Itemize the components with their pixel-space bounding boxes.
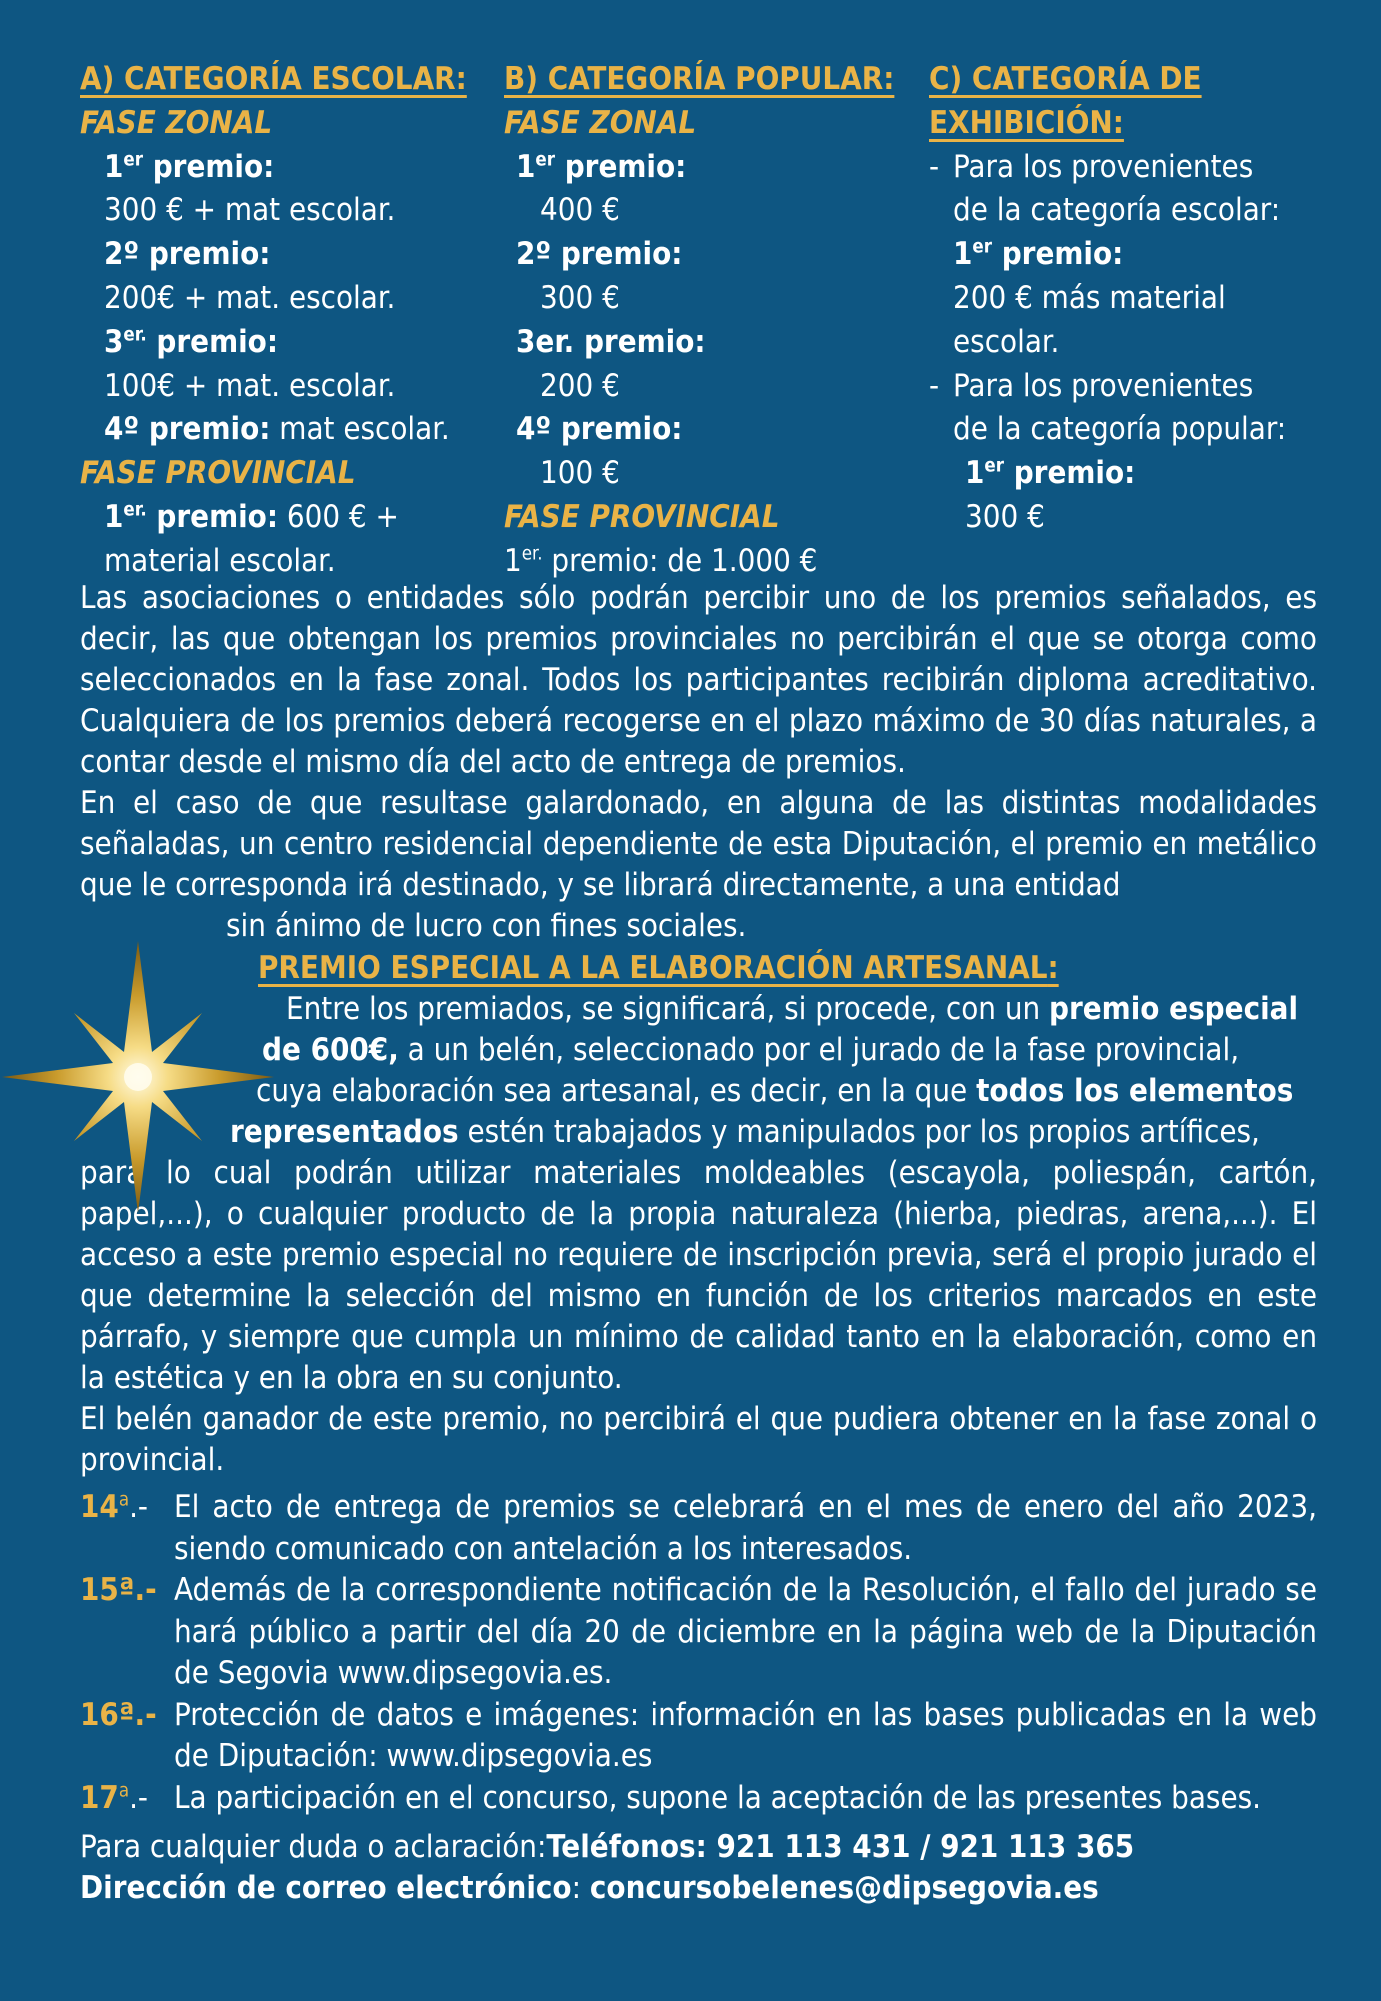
contact-email: Dirección de correo electrónico: concursobelenes@dipsegovia.es bbox=[80, 1870, 1099, 1906]
prize-4-label: 4º premio: bbox=[516, 411, 683, 448]
rule-16 bbox=[80, 1695, 1317, 1778]
rule-text: La participación en el concurso, supone la aceptación de las presentes bases. bbox=[174, 1779, 1261, 1816]
prize-value: escolar. bbox=[953, 323, 1060, 360]
special-prize-note: El belén ganador de este premio, no percibirá el que pudiera obtener en la fase zonal o provincial. bbox=[80, 1401, 1317, 1478]
prize-1-label: 1er premio: bbox=[516, 148, 687, 185]
prize-3-value: 100€ + mat. escolar. bbox=[104, 367, 396, 404]
special-line-1: Entre los premiados, se significará, si procede, con un premio especial bbox=[286, 991, 1299, 1027]
prize-4: 4º premio: mat escolar. bbox=[104, 411, 450, 448]
prize-3-value: 200 € bbox=[540, 367, 620, 404]
dash-bullet: - bbox=[929, 148, 940, 185]
item-text: de la categoría popular: bbox=[953, 411, 1287, 448]
rule-text: Protección de datos e imágenes: información en las bases publicadas en la web de Diputación: www.dipsegovia.es bbox=[174, 1696, 1317, 1774]
conditions-text bbox=[80, 578, 1317, 947]
prize-label: 1er premio: bbox=[953, 236, 1124, 273]
phase-zonal-a: FASE ZONAL bbox=[80, 104, 273, 141]
rule-15 bbox=[80, 1570, 1317, 1695]
special-prize-body: para lo cual podrán utilizar materiales moldeables (escayola, poliespán, cartón, papel,...), o cualquier producto de la propia naturaleza (hierba, piedras, arena,...). El acceso a este premio especial no requiere de inscripción previa, será el propio jurado el que determine la selección del mismo en función de los criterios marcados en este párrafo, y siempre que cumpla un mínimo de calidad tanto en la elaboración, como en la estética y en la obra en su conjunto. bbox=[80, 1155, 1317, 1396]
rule-17 bbox=[80, 1778, 1317, 1820]
prize-3-label: $3^{er.}$ premio: bbox=[104, 323, 278, 360]
prize-1-value: 300 € + mat escolar. bbox=[104, 192, 396, 229]
category-c-title-line2: EXHIBICIÓN: bbox=[929, 104, 1124, 141]
prize-value: 300 € bbox=[965, 498, 1045, 535]
phase-provincial-a: FASE PROVINCIAL bbox=[80, 455, 356, 492]
category-escolar bbox=[80, 58, 490, 584]
prize-2-value: 200€ + mat. escolar. bbox=[104, 279, 396, 316]
rule-number: 16ª.- bbox=[80, 1696, 157, 1733]
prize-columns bbox=[80, 58, 1317, 578]
prize-2-label: 2º premio: bbox=[104, 236, 271, 273]
prize-provincial: $1^{er.}$ premio: 600 € + bbox=[104, 498, 399, 535]
dash-bullet: - bbox=[929, 367, 940, 404]
exhibition-item-escolar bbox=[929, 146, 1319, 365]
rule-number: 14$^a$.- bbox=[80, 1489, 148, 1525]
prize-3-label: 3er. premio: bbox=[516, 323, 706, 360]
exhibition-item-popular bbox=[929, 365, 1319, 540]
prize-1-label: 1er premio: bbox=[104, 148, 275, 185]
paragraph-awards-rules: Las asociaciones o entidades sólo podrán percibir uno de los premios señalados, es decir, las que obtengan los premios provinciales no percibirán el que se otorga como seleccionados en la fase zonal. Todos los participantes recibirán diploma acreditativo. Cualquiera de los premios deberá recogerse en el plazo máximo de 30 días naturales, a contar desde el mismo día del acto de entrega de premios. bbox=[80, 580, 1317, 780]
rule-14 bbox=[80, 1487, 1317, 1570]
page bbox=[80, 58, 1317, 1909]
prize-label: 1er premio: bbox=[965, 455, 1136, 492]
paragraph-residential-center: En el caso de que resultase galardonado, en alguna de las distintas modalidades señaladas, un centro residencial dependiente de esta Diputación, el premio en metálico que le corresponda irá destinado, y se librará directamente, a una entidad bbox=[80, 785, 1317, 903]
paragraph-residential-center-end: sin ánimo de lucro con fines sociales. bbox=[226, 908, 747, 944]
category-a-title: A) CATEGORÍA ESCOLAR: bbox=[80, 61, 467, 97]
special-line-4: representados estén trabajados y manipulados por los propios artífices, bbox=[230, 1114, 1260, 1150]
prize-provincial-value: material escolar. bbox=[104, 542, 336, 579]
item-text: de la categoría escolar: bbox=[953, 192, 1281, 229]
category-exhibicion bbox=[929, 58, 1319, 540]
phone-numbers: Teléfonos: 921 113 431 / 921 113 365 bbox=[546, 1829, 1135, 1865]
phase-zonal-b: FASE ZONAL bbox=[504, 104, 697, 141]
special-line-2: de 600€, a un belén, seleccionado por el jurado de la fase provincial, bbox=[262, 1032, 1240, 1068]
prize-2-label: 2º premio: bbox=[516, 236, 683, 273]
rule-text: El acto de entrega de premios se celebrará en el mes de enero del año 2023, siendo comunicado con antelación a los interesados. bbox=[174, 1489, 1317, 1567]
item-text: Para los provenientes bbox=[953, 148, 1254, 185]
special-line-3: cuya elaboración sea artesanal, es decir, en la que todos los elementos bbox=[256, 1073, 1294, 1109]
prize-2-value: 300 € bbox=[540, 279, 620, 316]
email-link[interactable]: concursobelenes@dipsegovia.es bbox=[589, 1870, 1099, 1906]
rule-text: Además de la correspondiente notificación de la Resolución, el fallo del jurado se hará público a partir del día 20 de diciembre en la página web de la Diputación de Segovia www.dipsegovia.es. bbox=[174, 1572, 1317, 1691]
contact-phones: Para cualquier duda o aclaración:Teléfonos: 921 113 431 / 921 113 365 bbox=[80, 1829, 1135, 1865]
category-c-title-line1: C) CATEGORÍA DE bbox=[929, 61, 1202, 97]
prize-1-value: 400 € bbox=[540, 192, 620, 229]
contact-info bbox=[80, 1827, 1317, 1909]
item-text: Para los provenientes bbox=[953, 367, 1254, 404]
star-icon bbox=[2, 941, 274, 1213]
category-popular bbox=[504, 58, 914, 584]
rule-number: 15ª.- bbox=[80, 1572, 157, 1608]
prize-provincial: $1^{er.}$ premio: de 1.000 € bbox=[504, 542, 818, 579]
special-prize-section bbox=[80, 947, 1317, 1481]
category-b-title: B) CATEGORÍA POPULAR: bbox=[504, 61, 895, 97]
rule-number: 17$^a$.- bbox=[80, 1779, 148, 1816]
prize-4-value: 100 € bbox=[540, 455, 620, 492]
special-prize-title: PREMIO ESPECIAL A LA ELABORACIÓN ARTESANAL: bbox=[258, 950, 1059, 986]
rules-list bbox=[80, 1487, 1317, 1819]
prize-value: 200 € más material bbox=[953, 279, 1226, 316]
phase-provincial-b: FASE PROVINCIAL bbox=[504, 498, 780, 535]
